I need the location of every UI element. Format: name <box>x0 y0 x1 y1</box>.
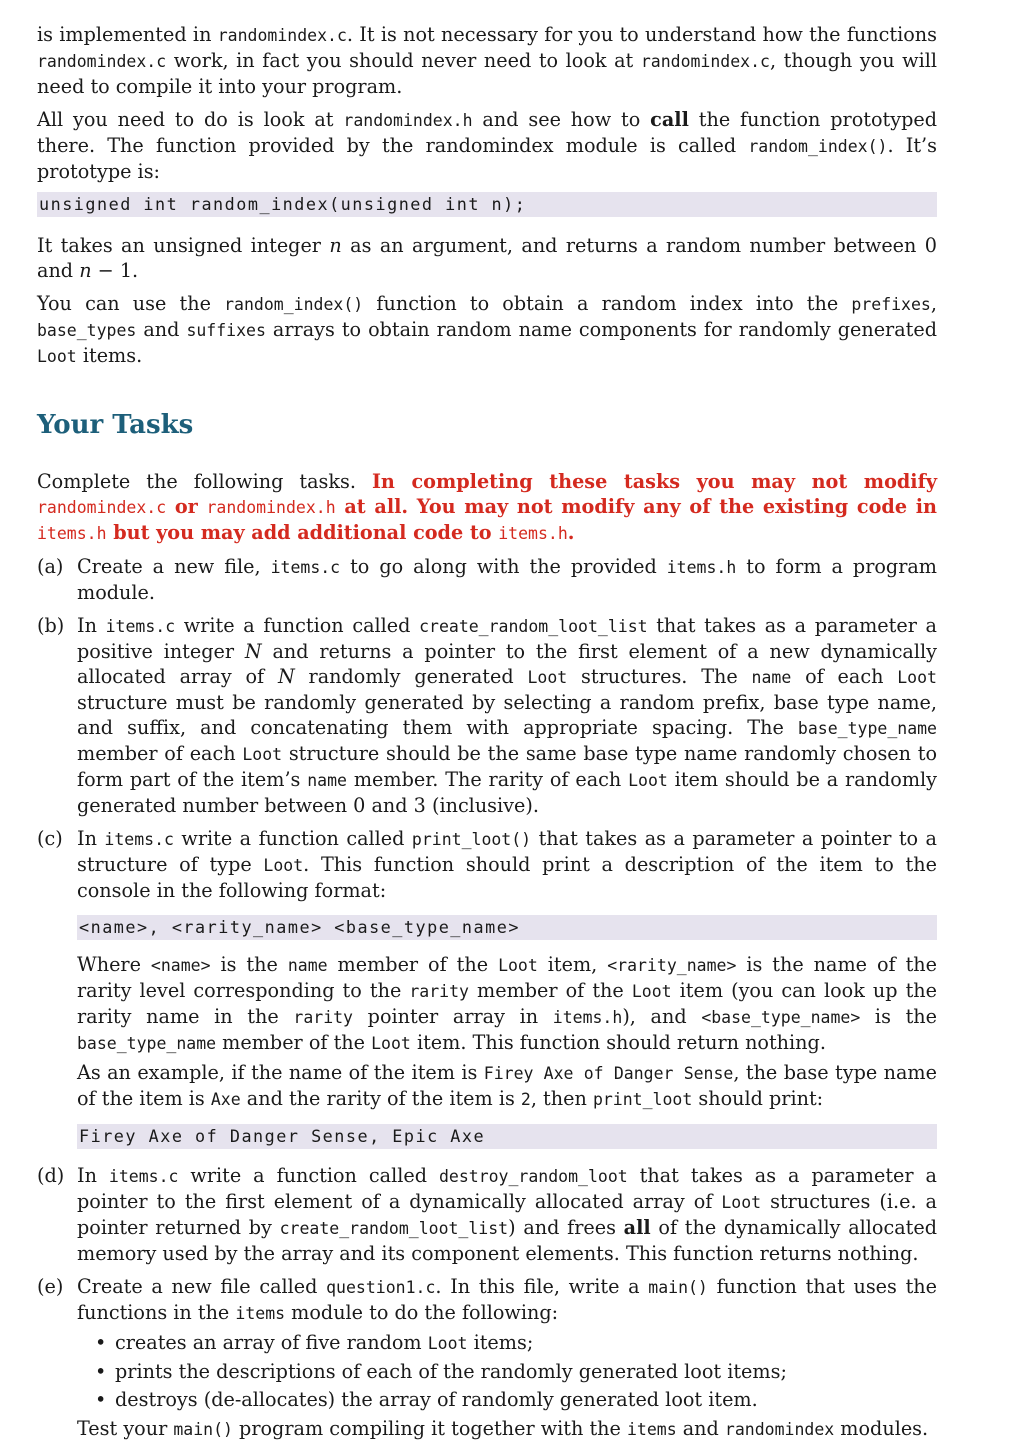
task-text <box>77 826 937 903</box>
text: should print: <box>692 1087 824 1110</box>
prototype-code-block: unsigned int random_index(unsigned int n); <box>37 192 937 217</box>
intro-paragraph-2 <box>37 107 937 184</box>
inline-code: Loot <box>631 982 672 1001</box>
text: is the <box>860 1005 937 1028</box>
text: , the base type name of the item is <box>77 1061 937 1110</box>
inline-code: random_index() <box>224 295 364 314</box>
tasks-intro <box>37 469 937 546</box>
inline-code: Loot <box>427 1334 468 1353</box>
text: ) and frees <box>508 1216 624 1239</box>
inline-code: main() <box>173 1420 233 1439</box>
inline-code: suffixes <box>186 321 266 340</box>
inline-code: items <box>235 1304 286 1323</box>
bullet-item: • prints the descriptions of each of the randomly generated loot items; <box>93 1359 937 1384</box>
inline-code: Loot <box>242 745 283 764</box>
text: and <box>136 318 187 341</box>
inline-code: items <box>626 1420 677 1439</box>
inline-code: randomindex.h <box>343 111 473 130</box>
task-text <box>77 1163 937 1266</box>
text: , though you will need to compile it into your program. <box>37 49 937 98</box>
inline-code: print_loot <box>592 1090 693 1109</box>
task-text-where <box>77 952 937 1056</box>
inline-code: items.h <box>498 524 568 543</box>
text: program compiling it together with the <box>232 1417 627 1440</box>
inline-code: rarity <box>409 982 469 1001</box>
inline-code: print_loot() <box>411 830 532 849</box>
text: items; <box>467 1331 534 1354</box>
text: In <box>77 614 106 637</box>
text: and returns a pointer to the first element of a new dynamically allocated array of <box>77 640 937 688</box>
text: Create a new file, <box>77 555 271 578</box>
bullet-item: • destroys (de-allocates) the array of randomly generated loot item. <box>93 1387 937 1412</box>
math-var: n <box>329 234 342 257</box>
text: is the name of the rarity level corresponding to the <box>77 953 938 1002</box>
inline-code: Loot <box>371 1034 411 1053</box>
inline-code: Loot <box>37 347 77 366</box>
text: ), and <box>622 1005 702 1028</box>
text: structures (i.e. a pointer returned by <box>77 1190 937 1239</box>
text: function that uses the functions in the <box>77 1275 938 1324</box>
inline-code: Loot <box>498 956 538 975</box>
task-label: (b) <box>37 614 65 637</box>
inline-code: base_type_name <box>797 719 937 738</box>
bullet-list <box>77 1330 937 1412</box>
text: It takes an unsigned integer <box>37 234 330 257</box>
inline-code: Loot <box>721 1193 762 1212</box>
inline-code: name <box>751 668 792 687</box>
text: structure must be randomly generated by selecting a random prefix, base type name, and suffix, and concatenating them with appropriate spacing. The <box>77 691 937 739</box>
text: arrays to obtain random name components for randomly generated <box>265 318 938 341</box>
intro-paragraph-4 <box>37 291 937 369</box>
text: member. The rarity of each <box>346 768 629 791</box>
text: As an example, if the name of the item is <box>77 1061 484 1084</box>
math-var: N <box>277 665 295 688</box>
text: to go along with the provided <box>340 555 667 578</box>
text: that takes as a parameter a pointer to the first element of a dynamically allocated array of <box>77 1164 937 1213</box>
task-text-example <box>77 1060 937 1112</box>
text: Complete the following tasks. <box>37 470 372 493</box>
inline-code: Loot <box>628 771 668 790</box>
example-output-code-block: Firey Axe of Danger Sense, Epic Axe <box>77 1124 937 1149</box>
inline-code: items.c <box>105 617 176 636</box>
text: item should be a randomly generated number between 0 and 3 (inclusive). <box>77 768 938 817</box>
inline-code: Firey Axe of Danger Sense <box>483 1064 734 1083</box>
inline-code: randomindex.c <box>37 52 167 71</box>
inline-code: items.c <box>104 830 174 849</box>
text: is implemented in <box>37 23 218 46</box>
text: that takes as a parameter a pointer to a structure of type <box>77 827 937 876</box>
inline-code: randomindex.c <box>217 26 347 45</box>
inline-code: <name> <box>150 956 211 975</box>
inline-code: randomindex <box>724 1420 835 1439</box>
inline-code: random_index() <box>748 137 888 156</box>
text: to form a program module. <box>77 555 938 604</box>
inline-code: items.c <box>270 558 341 577</box>
task-b <box>37 613 937 818</box>
text: item (you can look up the rarity name in the <box>77 979 938 1028</box>
text: pointer array in <box>353 1005 553 1028</box>
inline-code: name <box>287 956 328 975</box>
inline-code: randomindex.h <box>206 498 336 517</box>
inline-code: prefixes <box>851 295 931 314</box>
task-text <box>77 1274 937 1326</box>
text: work, in fact you should never need to look at <box>166 49 641 72</box>
inline-code: name <box>307 771 347 790</box>
inline-code: create_random_loot_list <box>279 1219 509 1238</box>
text: . This function should print a description of the item to the console in the following format: <box>77 853 937 902</box>
math-var: n <box>79 259 92 282</box>
task-e <box>37 1274 937 1442</box>
inline-code: items.h <box>552 1008 623 1027</box>
text: Where <box>77 953 151 976</box>
text: Test your <box>77 1417 174 1440</box>
task-text-final <box>77 1416 937 1442</box>
task-text <box>77 554 937 605</box>
intro-paragraph-1 <box>37 22 937 99</box>
text: item, <box>537 953 608 976</box>
text: member of each <box>77 742 243 765</box>
text: the function prototyped there. The function provided by the randomindex module is called <box>37 108 938 157</box>
text: modules. <box>834 1417 929 1440</box>
inline-code: items.c <box>108 1167 179 1186</box>
inline-code: destroy_random_loot <box>438 1167 628 1186</box>
inline-code: randomindex.c <box>37 498 167 517</box>
task-d <box>37 1163 937 1266</box>
inline-code: rarity <box>293 1008 353 1027</box>
inline-code: Loot <box>897 668 937 687</box>
inline-code: Loot <box>527 668 568 687</box>
text: items. <box>76 344 143 367</box>
task-label: (e) <box>37 1275 64 1298</box>
inline-code: <rarity_name> <box>607 956 737 975</box>
text: of the dynamically allocated memory used by the array and its component elements. This function returns nothing. <box>77 1216 937 1265</box>
math-var: N <box>244 640 262 663</box>
inline-code: Loot <box>263 856 304 875</box>
text: is the <box>210 953 288 976</box>
text: , then <box>530 1087 593 1110</box>
text: and the rarity of the item is <box>240 1087 521 1110</box>
task-label: (c) <box>37 827 63 850</box>
text: All you need to do is look at <box>37 108 344 131</box>
text: In completing these tasks you may not modify <box>371 470 937 493</box>
inline-code: main() <box>648 1278 708 1297</box>
inline-code: base_types <box>37 321 137 340</box>
text: . <box>567 521 575 544</box>
text: , <box>930 292 937 315</box>
inline-code: randomindex.c <box>640 52 770 71</box>
text: In <box>77 827 105 850</box>
format-code-block: <name>, <rarity_name> <base_type_name> <box>77 915 937 940</box>
bold-text: all <box>623 1216 651 1239</box>
text: but you may add additional code to <box>106 521 499 544</box>
inline-code: base_type_name <box>77 1034 217 1053</box>
inline-code: items.h <box>37 524 107 543</box>
text: − 1. <box>91 259 139 282</box>
text: randomly generated <box>294 665 528 688</box>
text: item. This function should return nothing. <box>410 1031 826 1054</box>
intro-paragraph-3 <box>37 233 937 283</box>
inline-code: items.h <box>666 558 737 577</box>
text: or <box>166 495 207 518</box>
text: and see how to <box>472 108 651 131</box>
task-text <box>77 613 937 818</box>
text: write a function called <box>173 827 412 850</box>
text: write a function called <box>175 614 420 637</box>
text: member of the <box>468 979 632 1002</box>
text: that takes as a parameter a positive integer <box>77 614 937 663</box>
task-a <box>37 554 937 605</box>
text: In <box>77 1164 109 1187</box>
text: at all. You may not modify any of the existing code in <box>335 495 937 518</box>
text: . It’s prototype is: <box>37 134 938 183</box>
text: structures. The <box>567 665 752 688</box>
inline-code: create_random_loot_list <box>419 617 648 636</box>
text: as an argument, and returns a random number between 0 and <box>37 234 937 282</box>
inline-code: <base_type_name> <box>701 1008 861 1027</box>
text: member of the <box>216 1031 372 1054</box>
bullet-item <box>93 1330 937 1356</box>
text: function to obtain a random index into the <box>363 292 852 315</box>
text: creates an array of five random <box>115 1331 428 1354</box>
inline-code: Axe <box>210 1090 241 1109</box>
task-label: (a) <box>37 555 64 578</box>
task-c <box>37 826 937 1149</box>
document-page <box>37 22 937 1450</box>
text: . It is not necessary for you to understand how the functions <box>346 23 937 46</box>
text: member of the <box>327 953 499 976</box>
section-title: Your Tasks <box>37 410 194 440</box>
text: of each <box>791 665 898 688</box>
task-list <box>37 554 937 1442</box>
text: module to do the following: <box>285 1301 559 1324</box>
text: structure should be the same base type name randomly chosen to form part of the item’s <box>77 742 938 791</box>
text: and <box>676 1417 725 1440</box>
text: . In this file, write a <box>435 1275 649 1298</box>
inline-code: 2 <box>520 1090 531 1109</box>
task-label: (d) <box>37 1164 65 1187</box>
inline-code: question1.c <box>326 1278 436 1297</box>
text: Create a new file called <box>77 1275 327 1298</box>
text: write a function called <box>178 1164 439 1187</box>
bold-text: call <box>650 108 689 131</box>
text: You can use the <box>37 292 225 315</box>
